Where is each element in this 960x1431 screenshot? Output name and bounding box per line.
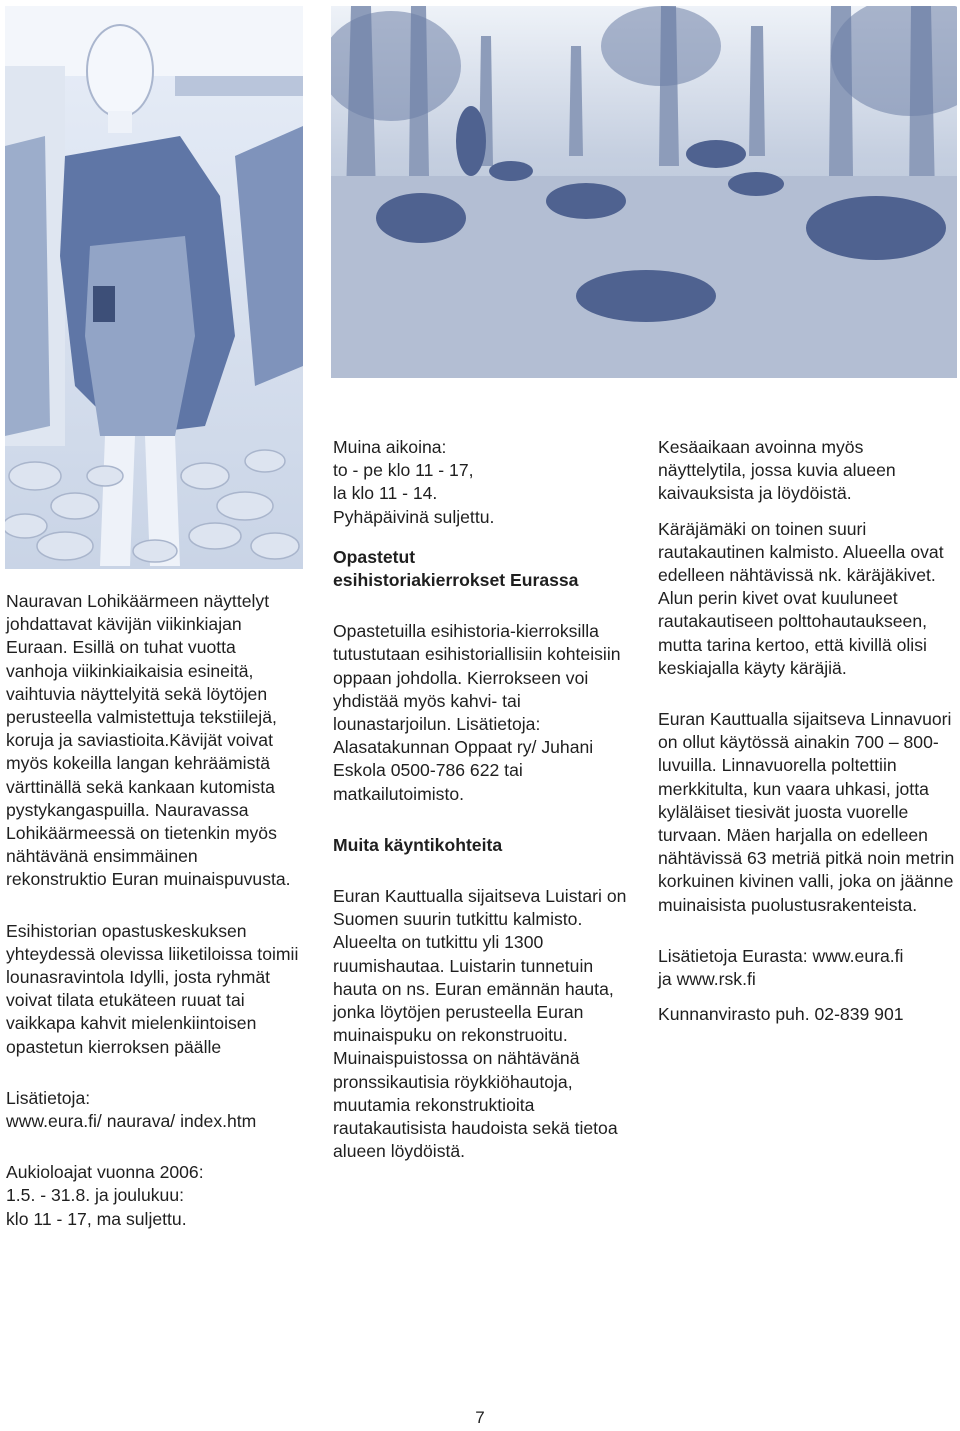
column-middle xyxy=(333,436,633,1163)
viking-costume-image xyxy=(5,6,303,569)
opening-hours-line-2: klo 11 - 17, ma suljettu. xyxy=(6,1208,187,1229)
info-url-link[interactable]: www.eura.fi/ naurava/ index.htm xyxy=(6,1111,257,1132)
other-times-holidays: Pyhäpäivinä suljettu. xyxy=(333,506,495,527)
tours-heading-line-1: Opastetut xyxy=(333,546,416,567)
other-times-label: Muina aikoina: xyxy=(333,437,447,457)
page-number: 7 xyxy=(475,1408,485,1427)
opening-hours-title: Aukioloajat vuonna 2006: xyxy=(6,1162,204,1183)
restaurant-text: Esihistorian opastuskeskuksen yhteydessä olevissa liiketiloissa toimii lounasravintola Idylli, josta ryhmät voivat tilata etukäteen ruuat tai vaikkapa kahvit mielenkiintoisen opastetun kierroksen päälle xyxy=(6,920,299,1057)
info-label: Lisätietoja: xyxy=(6,1087,91,1108)
more-info-eura-link[interactable]: Lisätietoja Eurasta: www.eura.fi xyxy=(658,945,904,966)
sights-text: Euran Kauttualla sijaitseva Luistari on Suomen suurin tutkittu kalmisto. Alueelta on tutkittu yli 1300 ruumishautaa. Luistarin tunnetuin hauta on ns. Euran emännän hauta, jonka löytöjen perusteella Euran muinaispuku on rekonstruoitu. Muinaispuistossa on nähtävänä pronssikautisia röykkiöhautoja, muutamia rekonstruktioita rautakautisista haudoista sekä tietoa alueen löydöistä. xyxy=(333,886,627,1162)
lohikaarme-intro-text: Nauravan Lohikäärmeen näyttelyt johdattavat kävijän viikinkiajan Euraan. Esillä on tuhat vuotta vanhoja viikinkiaikaisia esineitä, vaihtuvia näyttelyitä sekä löytöjen perusteella valmistettuja tekstiilejä, koruja ja saviastioita.Kävijät voivat myös kokeilla langan kehräämistä värttinällä sekä kankaan kutomista pystykangaspuilla. Nauravassa Lohikäärmeessä on tietenkin myös nähtävänä ensimmäinen rekonstruktio Euran muinaispuvusta. xyxy=(6,591,291,890)
opening-hours-line-1: 1.5. - 31.8. ja joulukuu: xyxy=(6,1185,185,1206)
more-info-rsk-link[interactable]: ja www.rsk.fi xyxy=(658,969,756,990)
other-times-saturday: la klo 11 - 14. xyxy=(333,483,438,504)
town-office-phone: Kunnanvirasto puh. 02-839 901 xyxy=(658,1004,904,1025)
viking-costume-photo xyxy=(5,6,303,569)
summer-exhibition-text: Kesäaikaan avoinna myös näyttelytila, jossa kuvia alueen kaivauksista ja löydöistä. xyxy=(658,437,896,504)
stone-circle-photo xyxy=(331,6,957,378)
tours-heading-line-2: esihistoriakierrokset Eurassa xyxy=(333,570,579,591)
tours-text: Opastetuilla esihistoria-kierroksilla tutustutaan esihistoriallisiin kohteisiin oppaan johdolla. Kierrokseen voi yhdistää myös kahvi- tai lounastarjoilun. Lisätietoja: Alasatakunnan Oppaat ry/ Juhani Eskola 0500-786 622 tai matkailutoimisto. xyxy=(333,621,621,804)
stone-circle-image xyxy=(331,6,957,378)
column-left xyxy=(6,590,302,1231)
column-right xyxy=(658,436,956,1026)
linnavuori-text: Euran Kauttualla sijaitseva Linnavuori on ollut käytössä ainakin 700 – 800-luvuilla. Linnavuorella poltettiin merkkitulta, kun vaara uhkasi, jotta kyläläiset tiesivät juosta vuorelle turvaan. Mäen harjalla on edelleen nähtävissä 63 metriä pitkä noin metrin korkuinen kivinen valli, joka on jäänne muinaisista puolustusrakenteista. xyxy=(658,709,955,915)
sights-heading: Muita käyntikohteita xyxy=(333,834,503,855)
other-times-weekdays: to - pe klo 11 - 17, xyxy=(333,460,474,481)
karajamaki-text: Käräjämäki on toinen suuri rautakautinen kalmisto. Alueella ovat edelleen nähtävissä nk. käräjäkivet. Alun perin kivet ovat kuuluneet rautakautiseen polttohautaukseen, mutta tarina kertoo, että kivillä olisi keskiajalla käyty käräjiä. xyxy=(658,518,944,678)
